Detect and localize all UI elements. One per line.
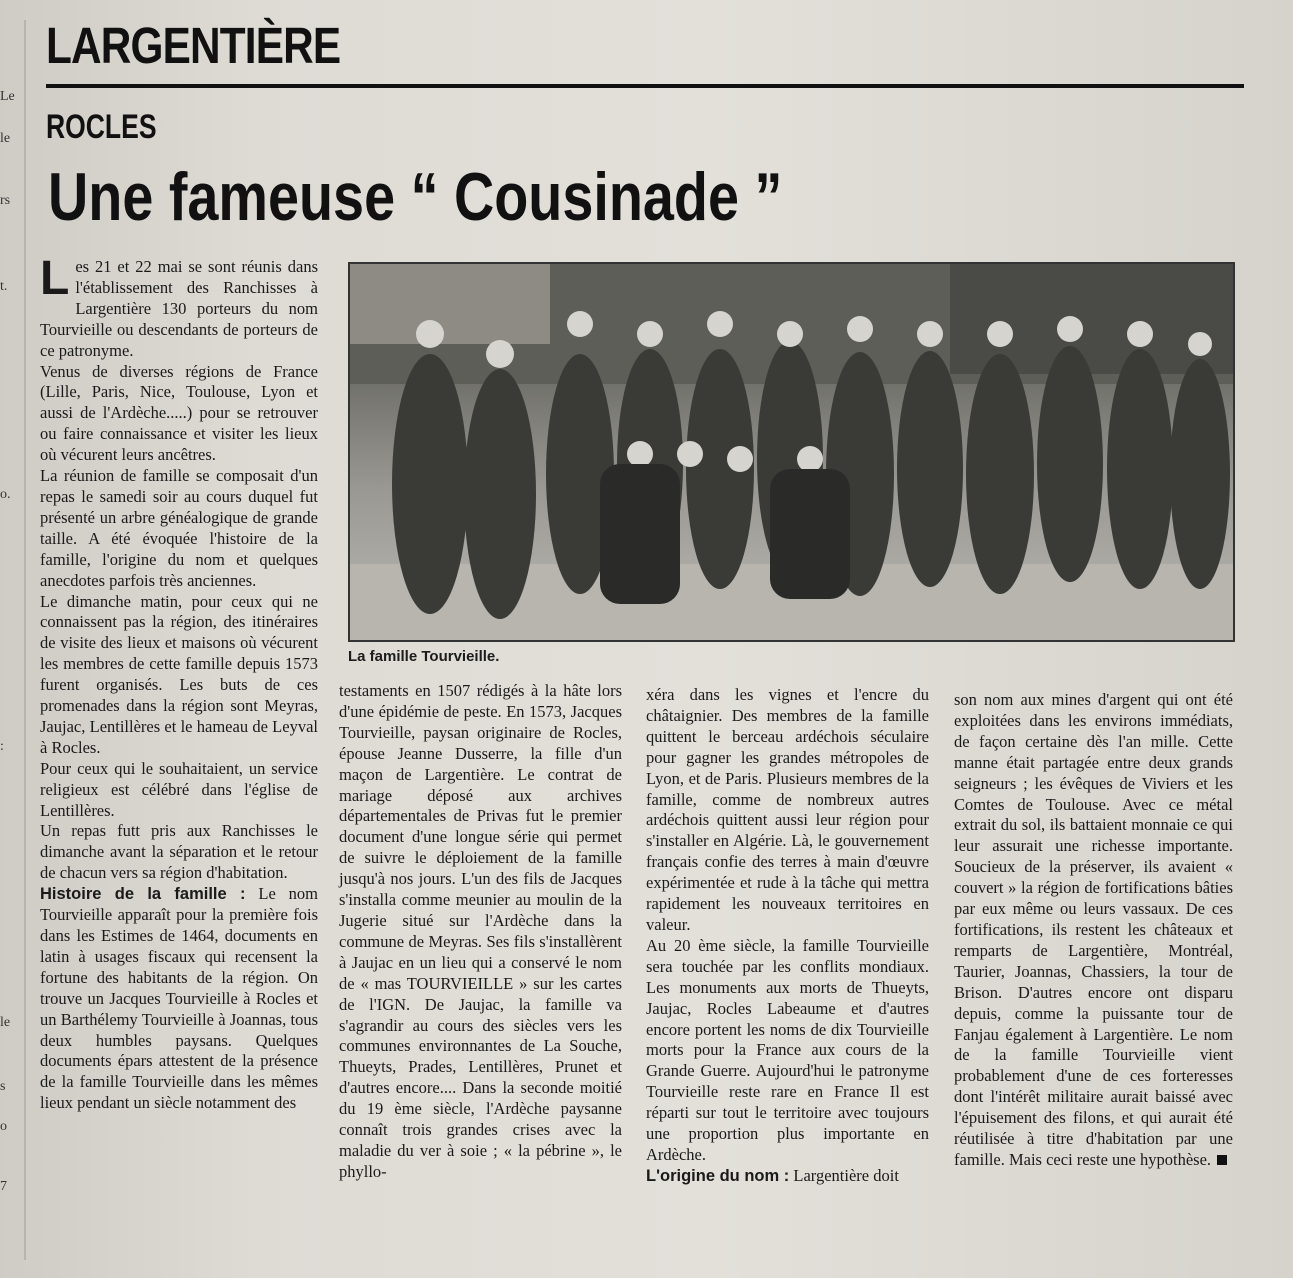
group-photo xyxy=(348,262,1235,642)
photo-caption: La famille Tourvieille. xyxy=(348,648,500,665)
paragraph: xéra dans les vignes et l'encre du châtaignier. Des membres de la famille quittent le berceau ardéchois séculaire pour gagner les grandes métropoles de Lyon, et de Paris. Plusieurs membres de la famille, comme de nombreux autres ardéchois quittent aussi leur région pour s'installer en Algérie. Là, le gouvernement français confie des terres à main d'œuvre expérimentée et rude à la tâche qui mettra rapidement les nouveaux territoires en valeur. xyxy=(646,685,929,934)
article-column-4 xyxy=(954,690,1233,1171)
margin-fragment: rs xyxy=(0,193,11,208)
margin-fragment: o. xyxy=(0,487,11,502)
paragraph-text: Le nom Tourvieille apparaît pour la première fois dans les Estimes de 1464, documents en latin à usages fiscaux qui recensent la fortune des habitants de la région. On trouve un Jacques Tourvieille à Rocles et un Barthélemy Tourvieille à Joannas, tous deux humbles paysans. Quelques documents épars attestent de la présence de la famille Tourvieille dans les mêmes lieux pendant un siècle notamment des xyxy=(40,884,318,1113)
margin-fragment: le xyxy=(0,131,11,146)
paragraph-text: son nom aux mines d'argent qui ont été exploitées dans les environs immédiats, de façon certaine dès l'an mille. Cette manne était partagée entre deux grands seigneurs ; les évêques de Viviers et les Comtes de Toulouse. Avec ce métal extrait du sol, ils battaient monnaie ce qui leur assurait une richesse importante. Soucieux de la préserver, ils avaient « couvert » la région de fortifications bâties par eux même ou leurs vassaux. De ces fortifications, ils restent les châteaux et remparts de Largentière, Montréal, Taurier, Joannas, Chassiers, la tour de Brison. D'autres encore ont disparu depuis, comme la puissante tour de Fanjau également à Largentière. Le nom de la famille Tourvieille vient probablement d'une de ces forteresses dont l'intérêt militaire aurait baissé avec l'épuisement des filons, et qui aurait été réutilisée à titre d'habitation par une famille. Mais ceci reste une hypothèse. xyxy=(954,690,1233,1169)
margin-fragment: t. xyxy=(0,279,8,294)
paragraph: Un repas futt pris aux Ranchisses le dimanche avant la séparation et le retour de chacun vers sa région d'habitation. xyxy=(40,821,318,883)
paragraph xyxy=(40,884,318,1114)
paragraph: Le dimanche matin, pour ceux qui ne connaissent pas la région, des itinéraires de visite des lieux et maisons où vécurent les membres de cette famille depuis 1573 furent organisés. Les buts de ces promenades dans la région sont Meyras, Jaujac, Lentillères et le hameau de Leyval à Rocles. xyxy=(40,591,318,757)
subhead: Histoire de la famille : xyxy=(40,885,246,904)
section-title: LARGENTIÈRE xyxy=(46,17,341,74)
margin-fragment: le xyxy=(0,1015,11,1030)
end-of-article-icon xyxy=(1217,1155,1227,1165)
paragraph: testaments en 1507 rédigés à la hâte lors d'une épidémie de peste. En 1573, Jacques Tourvieille, paysan originaire de Rocles, épouse Jeanne Dusserre, la fille d'un maçon de Largentière. Le contrat de mariage déposé aux archives départementales de Privas fut le premier document d'une longue série qui permet de suivre le déploiement de la famille jusqu'à nos jours. L'un des fils de Jacques s'installa comme meunier au moulin de la Jugerie situé sur l'Ardèche dans la commune de Meyras. Ses fils s'installèrent à Jaujac en un lieu qui a conservé le nom de « mas TOURVIEILLE » sur les cartes de l'IGN. De Jaujac, la famille va s'agrandir au cours des siècles vers les communes environnantes de La Souche, Thueyts, Prades, Lentillères, Prunet et d'autres encore.... Dans la seconde moitié du 19 ème siècle, l'Ardèche paysanne connaît trois grandes crises avec la maladie du ver à soie ; « la pébrine », le phyllo- xyxy=(339,681,622,1181)
margin-fragment: 7 xyxy=(0,1179,7,1194)
drop-cap: L xyxy=(40,252,70,305)
margin-fragment: Le xyxy=(0,89,15,104)
subhead: L'origine du nom : xyxy=(646,1166,790,1185)
paragraph: Pour ceux qui le souhaitaient, un service religieux est célébré dans l'église de Lentillères. xyxy=(40,758,318,820)
margin-fragment: : xyxy=(0,739,4,754)
section-rule xyxy=(46,84,1244,88)
group-photo-icon xyxy=(350,264,1233,640)
page-fold xyxy=(24,20,26,1260)
paragraph: Au 20 ème siècle, la famille Tourvieille sera touchée par les conflits mondiaux. Les monuments aux morts de Thueyts, Jaujac, Rocles Labeaume et d'autres encore portent les noms de dix Tourvieille morts pour la France aux cours de la Grande Guerre. Aujourd'hui le patronyme Tourvieille reste rare en France Il est réparti sur tout le territoire avec toujours une proportion plus importante en Ardèche. xyxy=(646,935,929,1164)
paragraph-text: Largentière doit xyxy=(789,1165,899,1185)
paragraph xyxy=(954,690,1233,1171)
paragraph xyxy=(40,252,318,362)
margin-fragment: s xyxy=(0,1079,6,1094)
margin-fragment: o xyxy=(0,1119,7,1134)
paragraph-text: es 21 et 22 mai se sont réunis dans l'établissement des Ranchisses à Largentière 130 porteurs du nom Tourvieille ou descendants de porteurs de ce patronyme. xyxy=(40,257,318,360)
paragraph xyxy=(646,1166,929,1187)
article-column-2 xyxy=(339,681,622,1183)
headline: Une fameuse “ Cousinade ” xyxy=(48,159,783,235)
paragraph: Venus de diverses régions de France (Lille, Paris, Nice, Toulouse, Lyon et aussi de l'Ardèche.....) pour se retrouver ou faire connaissance et visiter les lieux où vécurent leurs ancêtres. xyxy=(40,361,318,465)
article-column-3 xyxy=(646,685,929,1187)
kicker: ROCLES xyxy=(46,108,157,146)
paragraph: La réunion de famille se composait d'un repas le samedi soir au cours duquel fut présenté un arbre généalogique de grande taille. A été évoquée l'histoire de la famille, l'origine du nom et quelques anecdotes parfois très anciennes. xyxy=(40,466,318,590)
adjacent-column-fragments xyxy=(0,80,20,1230)
article-column-1 xyxy=(40,252,318,1114)
